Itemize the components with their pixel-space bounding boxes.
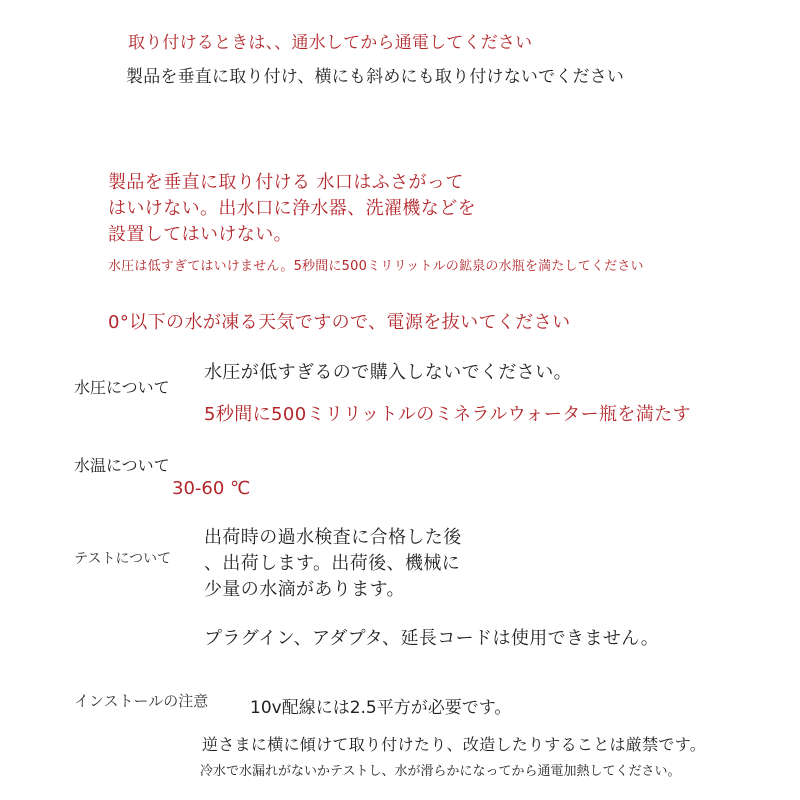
pressure-line-2: 5秒間に500ミリリットルのミネラルウォーター瓶を満たす <box>204 404 692 425</box>
test-line-3: 少量の水滴があります。 <box>204 579 405 600</box>
install-line-1: 10v配線には2.5平方が必要です。 <box>250 698 512 718</box>
warning-line-2: はいけない。出水口に浄水器、洗濯機などを <box>108 198 476 219</box>
test-line-2: 、出荷します。出荷後、機械に <box>204 553 461 574</box>
header-line-1: 取り付けるときは、、通水してから通電してください <box>128 33 533 53</box>
temperature-label: 水温について <box>74 456 170 475</box>
test-label: テストについて <box>74 551 172 567</box>
plug-notice: プラグイン、アダプタ、延長コードは使用できません。 <box>204 628 660 649</box>
warning-line-1: 製品を垂直に取り付ける 水口はふさがって <box>108 172 464 193</box>
test-line-1: 出荷時の過水検査に合格した後 <box>204 527 462 548</box>
temperature-value: 30-60 ℃ <box>172 478 251 499</box>
pressure-line-1: 水圧が低すぎるので購入しないでください。 <box>204 362 572 383</box>
header-line-2: 製品を垂直に取り付け、横にも斜めにも取り付けないでください <box>126 67 625 87</box>
install-line-2: 逆さまに横に傾けて取り付けたり、改造したりすることは厳禁です。 <box>202 735 707 754</box>
freeze-warning: 0°以下の水が凍る天気ですので、電源を抜いてください <box>108 312 571 333</box>
warning-line-4: 水圧は低すぎてはいけません。5秒間に500ミリリットルの鉱泉の水瓶を満たしてください <box>108 259 644 274</box>
pressure-label: 水圧について <box>74 378 170 397</box>
warning-line-3: 設置してはいけない。 <box>108 224 292 245</box>
install-line-3: 冷水で水漏れがないかテストし、水が滑らかになってから通電加熱してください。 <box>200 764 681 779</box>
install-label: インストールの注意 <box>74 692 209 710</box>
